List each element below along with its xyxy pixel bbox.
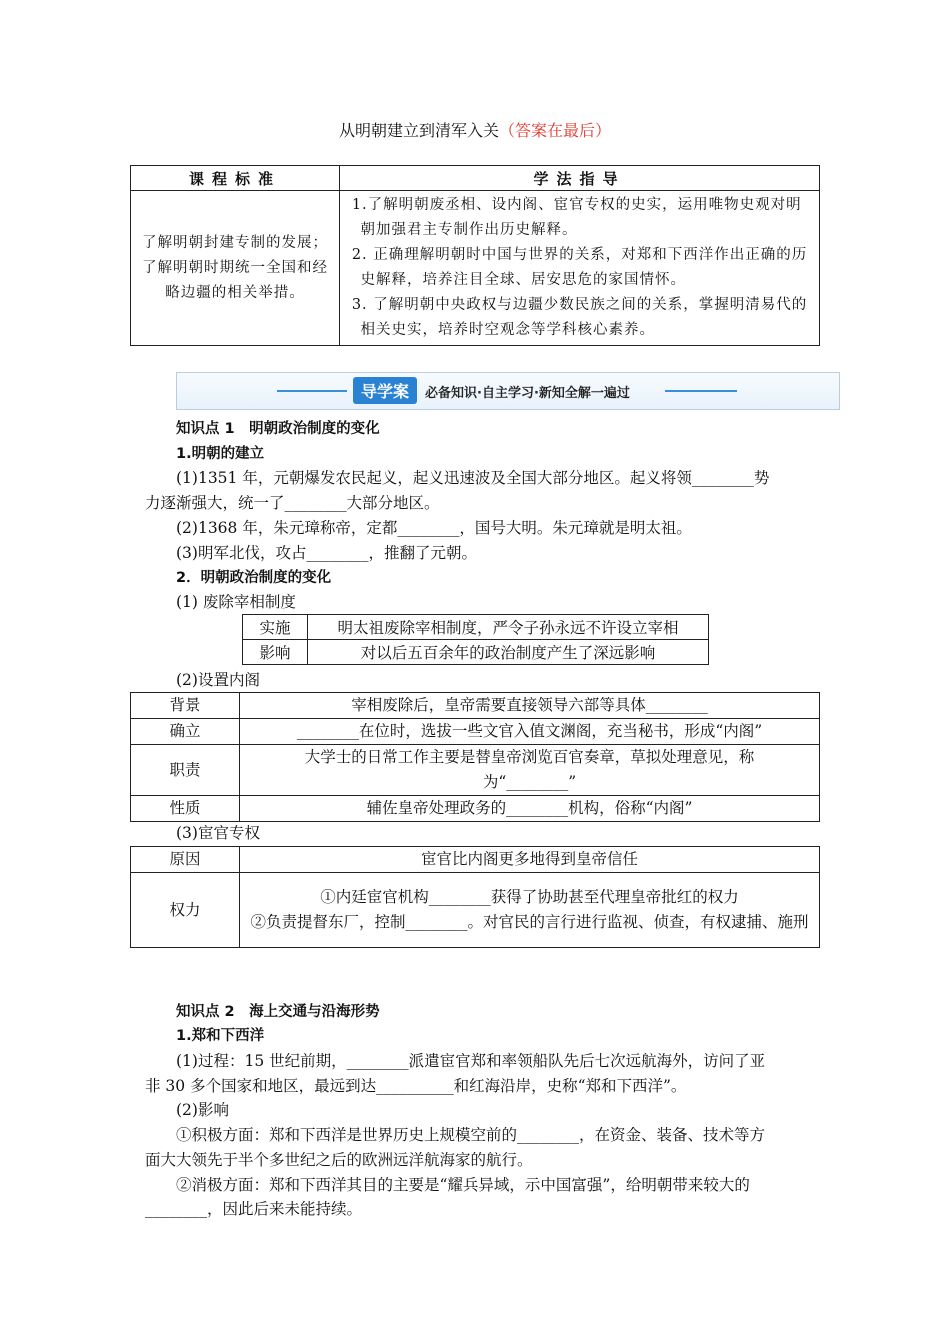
cell-value: 对以后五百余年的政治制度产生了深远影响 [308,640,709,665]
k1-p1b: 力逐渐强大，统一了________大部分地区。 [145,494,440,512]
power-item-1: ①内廷宦官机构________获得了协助甚至代理皇帝批红的权力 [320,888,739,906]
k2-p1a: (1)过程：15 世纪前期，________派遣宦官郑和率领船队先后七次远航海外，访问了亚 [176,1052,766,1070]
eunuch-table [130,846,820,948]
banner-line-left [277,390,347,392]
curriculum-table [130,165,820,346]
k1-s2a: (1) 废除宰相制度 [176,593,296,611]
k2-p2: (2)影响 [176,1101,229,1119]
k1-p3: (3)明军北伐，攻占________，推翻了元朝。 [176,544,477,562]
k1-p2: (2)1368 年，朱元璋称帝，定都________，国号大明。朱元璋就是明太祖。 [176,519,692,537]
k2-p4b: ________，因此后来未能持续。 [145,1200,363,1218]
guidance-header: 学法指导 [340,166,820,191]
k1-heading: 知识点 1 明朝政治制度的变化 [176,421,380,437]
cell-value: ________在位时，选拔一些文官入值文渊阁，充当秘书，形成“内阁” [240,719,820,745]
cell-key: 权力 [131,873,240,948]
cell-key: 实施 [243,615,308,640]
title-note: （答案在最后） [499,121,612,140]
cabinet-table [130,692,820,822]
k2-p3a: ①积极方面：郑和下西洋是世界历史上规模空前的________，在资金、装备、技术等方 [176,1126,766,1144]
cell-value: 大学士的日常工作主要是替皇帝浏览百官奏章，草拟处理意见，称为“________” [240,745,820,796]
cell-key: 背景 [131,693,240,719]
cell-key: 确立 [131,719,240,745]
guidance-item: 3. 了解明朝中央政权与边疆少数民族之间的关系，掌握明清易代的相关史实，培养时空观念等学科核心素养。 [351,297,808,338]
k1-p1a: (1)1351 年，元朝爆发农民起义，起义迅速波及全国大部分地区。起义将领________势 [176,469,770,487]
standards-header: 课程标准 [131,166,340,191]
k2-p3b: 面大大领先于半个多世纪之后的欧洲远洋航海家的航行。 [145,1151,533,1169]
banner-tag: 导学案 [353,377,417,404]
k2-heading: 知识点 2 海上交通与沿海形势 [176,1004,380,1020]
cell-key: 职责 [131,745,240,796]
k1-s2b: (2)设置内阁 [176,671,260,689]
k2-p1b: 非 30 多个国家和地区，最远到达__________和红海沿岸，史称“郑和下西洋”。 [145,1077,687,1095]
banner-text: 必备知识·自主学习·新知全解一遍过 [425,386,630,401]
cell-value [240,873,820,948]
k1-s2c: (3)宦官专权 [176,824,260,842]
guidance-list [340,191,820,346]
k2-p4a: ②消极方面：郑和下西洋其目的主要是“耀兵异域，示中国富强”，给明朝带来较大的 [176,1176,750,1194]
k1-s2: 2．明朝政治制度的变化 [176,570,332,586]
guidance-item: 1.了解明朝废丞相、设内阁、宦官专权的史实，运用唯物史观对明朝加强君主专制作出历史解释。 [351,197,802,238]
k2-s1: 1.郑和下西洋 [176,1028,265,1044]
cell-key: 影响 [243,640,308,665]
k1-s1: 1.明朝的建立 [176,446,265,462]
cell-value: 宦官比内阁更多地得到皇帝信任 [240,847,820,873]
power-item-2: ②负责提督东厂，控制________。对官民的言行进行监视、侦查，有权逮捕、施刑 [250,913,809,931]
title-main: 从明朝建立到清军入关 [338,121,499,140]
cell-key: 性质 [131,796,240,822]
guidance-item: 2. 正确理解明朝时中国与世界的关系，对郑和下西洋作出正确的历史解释，培养注目全球、居安思危的家国情怀。 [351,247,808,288]
standards-text: 了解明朝封建专制的发展；了解明朝时期统一全国和经略边疆的相关举措。 [131,191,340,346]
banner-line-right [665,390,737,392]
section-banner [176,372,840,410]
cell-key: 原因 [131,847,240,873]
cell-value: 宰相废除后，皇帝需要直接领导六部等具体________ [240,693,820,719]
page-title [0,118,950,141]
cell-value: 辅佐皇帝处理政务的________机构，俗称“内阁” [240,796,820,822]
cell-value: 明太祖废除宰相制度，严令子孙永远不许设立宰相 [308,615,709,640]
abolish-table [242,614,709,665]
